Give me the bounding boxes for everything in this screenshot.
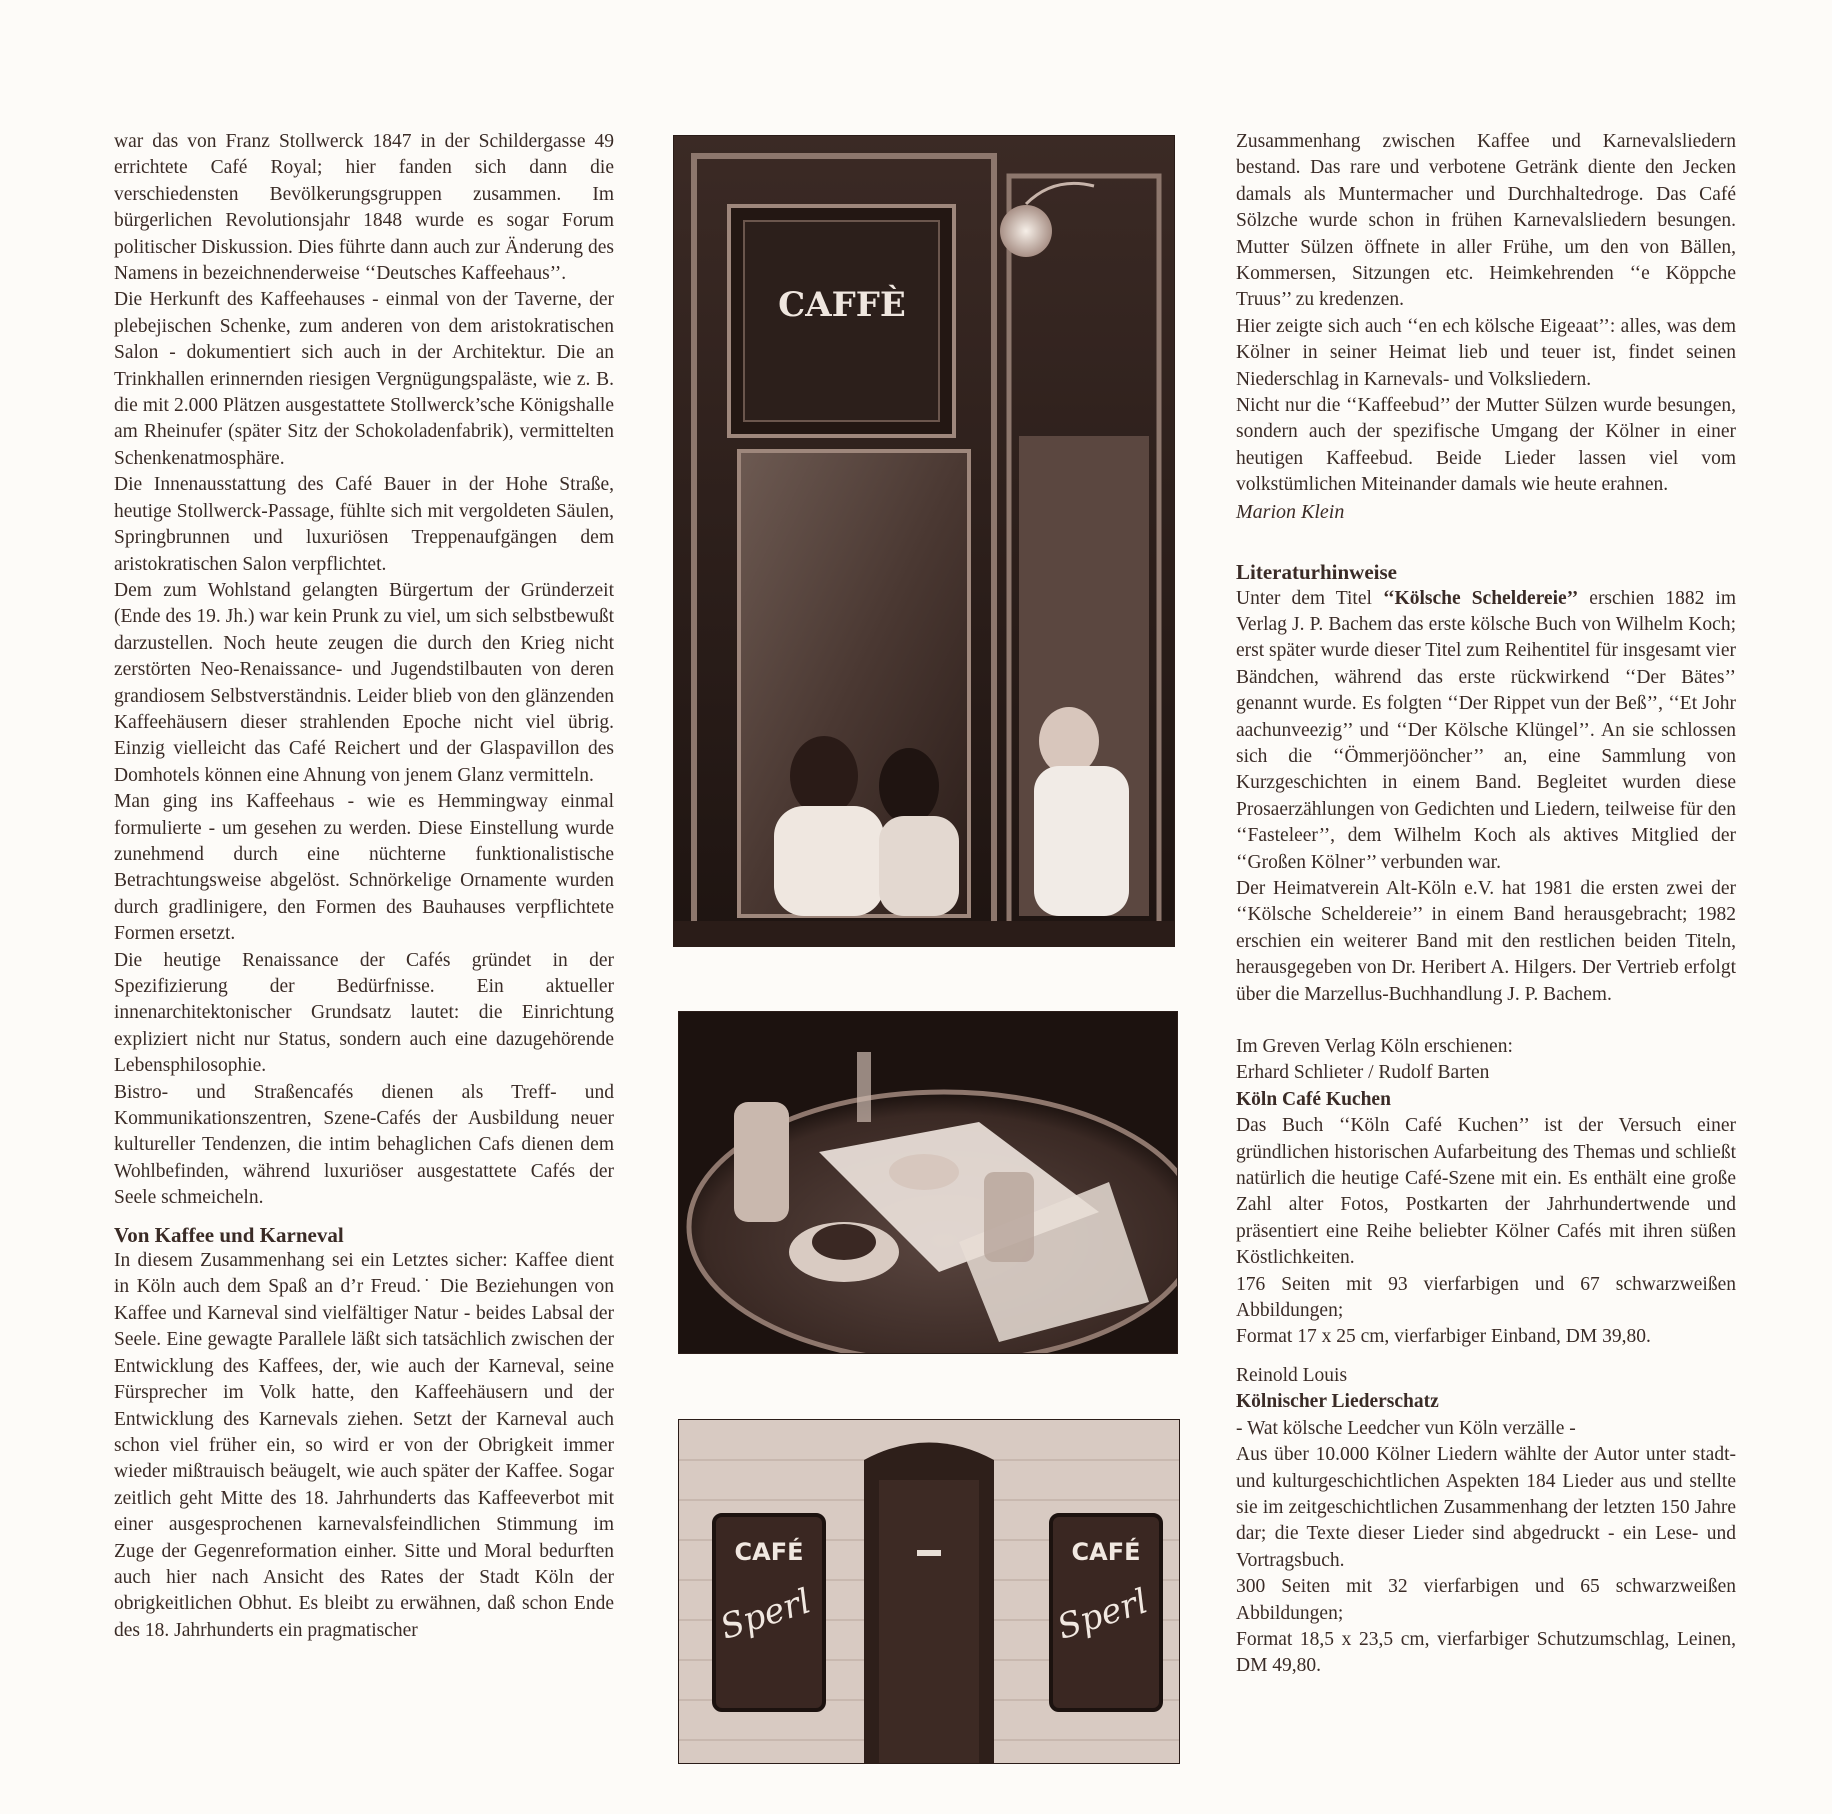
literature-paragraph-2: Der Heimatverein Alt-Köln e.V. hat 1981 die ersten zwei der ‘‘Kölsche Scheldereie’’ in einem Band herausgebracht; 1982 erschien ein weiterer Band mit den restlichen beiden Titeln, herausgegeben von Dr. Heribert A. Hilgers. Der Vertrieb erfolgt über die Marzellus-Buchhandlung J. P. Bachem. [1236, 877, 1736, 1005]
literature-paragraph-1 [1236, 586, 1736, 876]
left-paragraph-1: war das von Franz Stollwerck 1847 in der Schildergasse 49 errichtete Café Royal; hier fanden sich dann die verschiedensten Bevölkerungsgruppen zusammen. Im bürgerlichen Revolutionsjahr 1848 wurde es sogar Forum politischer Diskussion. Dies führte dann auch zur Änderung des Namens in bezeichnenderweise ‘‘Deutsches Kaffeehaus’’. [114, 131, 614, 285]
literature-p1-book-title: ‘‘Kölsche Scheldereie’’ [1383, 587, 1579, 609]
greven-pages: 176 Seiten mit 93 vierfarbigen und 67 schwarzweißen Abbildungen; [1236, 1273, 1736, 1322]
storefront-left-cafe-label: CAFÉ [734, 1538, 804, 1566]
coffee-tray-photo [678, 1011, 1178, 1354]
literature-p1-intro: Unter dem Titel [1236, 587, 1383, 609]
caffe-window-sign: CAFFÈ [778, 285, 906, 325]
literature-p1-rest: erschien 1882 im Verlag J. P. Bachem das erste kölsche Buch von Wilhelm Koch; erst später wurde dieser Titel zum Reihentitel für insgesamt vier Bändchen, während das erste rückwirkend ‘‘Der Bätes’’ genannt wurde. Es folgten ‘‘Der Rippet vun der Beß’’, ‘‘Et Johr aachunveezig’’ und ‘‘Der Kölsche Klüngel’’. An sie schlossen sich die ‘‘Ömmerjööncher’’ an, eine Sammlung von Kurzgeschichten in einem Band. Begleitet wurden diese Prosaerzählungen von Gedichten und Liedern, teilweise für den ‘‘Fasteleer’’, dem Wilhelm Koch als aktives Mitglied der ‘‘Großen Kölner’’ verbunden war. [1236, 587, 1736, 873]
left-paragraph-2: Die Herkunft des Kaffeehauses - einmal von der Taverne, der plebejischen Schenke, zum anderen von dem aristokratischen Salon - dokumentiert sich auch in der Architektur. Die an Trinkhallen erinnernden riesigen Vergnügungspaläste, wie z. B. die mit 2.000 Plätzen ausgestattete Stollwerck’sche Königshalle am Rheinufer (später Sitz der Schokoladenfabrik), vermittelten Schenkenatmosphäre. [114, 289, 614, 469]
cafe-sperl-storefront-photo [678, 1419, 1180, 1764]
right-paragraph-3: Nicht nur die ‘‘Kaffeebud’’ der Mutter Sülzen wurde besungen, sondern auch der spezifische Umgang der Kölner in einer heutigen Kaffeebud. Beide Lieder lassen viel vom volkstümlichen Miteinander damals wie heute erahnen. [1236, 395, 1736, 496]
section-heading-karneval: Von Kaffee und Karneval [114, 1222, 344, 1247]
left-paragraph-3: Die Innenausstattung des Café Bauer in der Hohe Straße, heutige Stollwerck-Passage, fühlte sich mit vergoldeten Säulen, Springbrunnen und luxuriösen Treppenaufgängen dem aristokratischen Salon verpflichtet. [114, 474, 614, 575]
louis-book-title: Kölnischer Liederschatz [1236, 1391, 1439, 1413]
louis-author: Reinold Louis [1236, 1364, 1348, 1386]
greven-format: Format 17 x 25 cm, vierfarbiger Einband, DM 39,80. [1236, 1326, 1651, 1348]
right-paragraph-1: Zusammenhang zwischen Kaffee und Karnevalsliedern bestand. Das rare und verbotene Getränk diente den Jecken damals als Muntermacher und Durchhaltedroge. Das Café Sölzche wurde schon in frühen Karnevalsliedern besungen. Mutter Sülzen öffnete in aller Frühe, um den von Bällen, Kommersen, Sitzungen etc. Heimkehrenden ‘‘e Köppche Truus’’ zu kredenzen. [1236, 131, 1736, 311]
storefront-right-cafe-label: CAFÉ [1071, 1538, 1141, 1566]
left-paragraph-7: Bistro- und Straßencafés dienen als Treff- und Kommunikationszentren, Szene-Cafés der Ausbildung neuer kultureller Tendenzen, die intim behaglichen Cafs dienen dem Wohlbefinden, während luxuriöser ausgestattete Cafés der Seele schmeicheln. [114, 1081, 614, 1209]
section-paragraph-karneval: In diesem Zusammenhang sei ein Letztes sicher: Kaffee dient in Köln auch dem Spaß an d’r Freud.˙ Die Beziehungen von Kaffee und Karneval sind vielfältiger Natur - beides Labsal der Seele. Eine gewagte Parallele läßt sich tatsächlich zwischen der Entwicklung des Kaffees, der, wie auch der Karneval, seine Fürsprecher im Volk hatte, den Kaffeehäusern und der Entwicklung des Karnevals ziehen. Setzt der Karneval auch schon viel früher ein, so wird er von der Obrigkeit immer wieder mißtrauisch beäugelt, wie auch später der Kaffee. Sogar zeitlich geht Mitte des 18. Jahrhunderts das Kaffeeverbot mit einer ausgesprochenen karnevalsfeindlichen Stimmung im Zuge der Gegenreformation einher. Sitte und Moral bedurften auch hier nach Ansicht des Rates der Stadt Köln der obrigkeitlichen Obhut. Es bleibt zu erwähnen, daß schon Ende des 18. Jahrhunderts ein pragmatischer [114, 1250, 614, 1641]
louis-description: Aus über 10.000 Kölner Liedern wählte der Autor unter stadt- und kulturgeschichtlichen Aspekten 184 Lieder aus und stellte sie im zeitgeschichtlichen Zusammenhang der letzten 150 Jahre dar; die Texte dieser Lieder sind abgedruckt - ein Lese- und Vortragsbuch. [1236, 1444, 1736, 1571]
right-text-column [1236, 129, 1736, 1680]
cafe-window-photo [673, 135, 1175, 947]
storefront-left-sperl-label: Sperl [715, 1581, 816, 1648]
left-paragraph-4: Dem zum Wohlstand gelangten Bürgertum der Gründerzeit (Ende des 19. Jh.) war kein Prunk zu viel, um sich selbstbewußt darzustellen. Noch heute zeugen die durch den Krieg nicht zerstörten Neo-Renaissance- und Jugendstilbauten von deren grandiosem Selbstverständnis. Leider blieb von den glänzenden Kaffeehäusern dieser strahlenden Epoche nicht viel übrig. Einzig vielleicht das Café Reichert und der Glaspavillon des Domhotels können eine Ahnung von jenem Glanz vermitteln. [114, 579, 614, 786]
left-paragraph-6: Die heutige Renaissance der Cafés gründet in der Spezifizierung der Bedürfnisse. Ein aktueller innenarchitektonischer Grundsatz lautet: die Einrichtung expliziert nicht nur Status, sondern auch eine dazugehörende Lebensphilosophie. [114, 949, 614, 1077]
greven-authors: Erhard Schlieter / Rudolf Barten [1236, 1062, 1490, 1084]
louis-subtitle: - Wat kölsche Leedcher vun Köln verzälle - [1236, 1417, 1576, 1439]
literature-heading: Literaturhinweise [1236, 560, 1397, 585]
author-signature: Marion Klein [1236, 500, 1345, 523]
greven-intro: Im Greven Verlag Köln erschienen: [1236, 1036, 1513, 1057]
right-paragraph-2: Hier zeigte sich auch ‘‘en ech kölsche Eigeaat’’: alles, was dem Kölner in seiner Heimat lieb und teuer ist, findet seinen Niederschlag in Karnevals- und Volksliedern. [1236, 315, 1736, 390]
greven-description: Das Buch ‘‘Köln Café Kuchen’’ ist der Versuch einer gründlichen historischen Aufarbeitung des Themas und schließt natürlich die heutige Café-Szene mit ein. Es enthält eine große Zahl alter Fotos, Postkarten der Jahrhundertwende und präsentiert eine Reihe beliebter Kölner Cafés mit ihren süßen Köstlichkeiten. [1236, 1115, 1736, 1269]
left-text-column [114, 129, 614, 1644]
louis-format: Format 18,5 x 23,5 cm, vierfarbiger Schutzumschlag, Leinen, DM 49,80. [1236, 1628, 1736, 1677]
greven-book-title: Köln Café Kuchen [1236, 1088, 1391, 1110]
louis-pages: 300 Seiten mit 32 vierfarbigen und 65 schwarzweißen Abbildungen; [1236, 1576, 1736, 1624]
left-paragraph-5: Man ging ins Kaffeehaus - wie es Hemmingway einmal formulierte - um gesehen zu werden. Diese Einstellung wurde zunehmend durch eine nüchterne funktionalistische Betrachtungsweise abgelöst. Schnörkelige Ornamente wurden durch gradlinigere, den Formen des Bauhauses verpflichtete Formen ersetzt. [114, 791, 614, 945]
storefront-right-sperl-label: Sperl [1052, 1581, 1153, 1648]
